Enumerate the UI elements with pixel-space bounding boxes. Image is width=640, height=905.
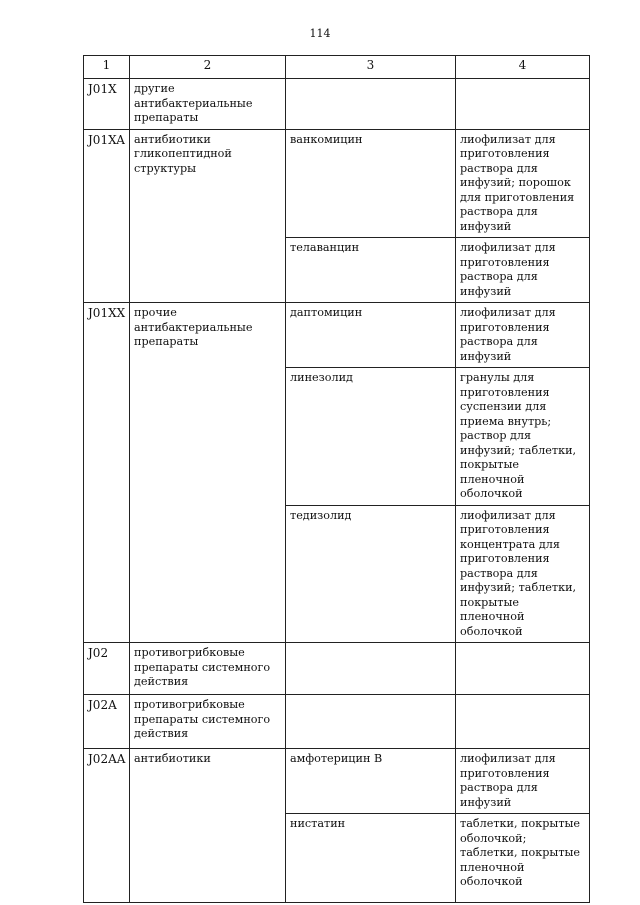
drug-name: ванкомицин — [286, 129, 456, 238]
table-row — [84, 695, 590, 749]
drug-name: телаванцин — [286, 238, 456, 303]
page-number: 114 — [309, 27, 331, 40]
column-header-2: 2 — [130, 56, 286, 79]
atc-code: J01XX — [84, 303, 130, 643]
drug-name: амфотерицин B — [286, 749, 456, 814]
column-header-3: 3 — [286, 56, 456, 79]
atc-code: J01XA — [84, 129, 130, 303]
drug-name — [286, 79, 456, 130]
atc-group: противогрибковые препараты системного действия — [130, 695, 286, 749]
drug-name: даптомицин — [286, 303, 456, 368]
table-row — [84, 129, 590, 238]
dosage-forms: лиофилизат для приготовления концентрата для приготовления раствора для инфузий; таблетки, покрытые пленочной оболочкой — [456, 505, 590, 643]
dosage-forms: лиофилизат для приготовления раствора для инфузий — [456, 749, 590, 814]
atc-code: J02AA — [84, 749, 130, 903]
drug-name — [286, 695, 456, 749]
dosage-forms: лиофилизат для приготовления раствора для инфузий — [456, 303, 590, 368]
drug-name: тедизолид — [286, 505, 456, 643]
atc-group: антибиотики гликопептидной структуры — [130, 129, 286, 303]
atc-code: J02A — [84, 695, 130, 749]
drug-name: линезолид — [286, 368, 456, 506]
dosage-forms: таблетки, покрытые оболочкой; таблетки, покрытые пленочной оболочкой — [456, 814, 590, 903]
header-row — [84, 56, 590, 79]
drug-table — [83, 55, 590, 903]
dosage-forms — [456, 79, 590, 130]
table-row — [84, 749, 590, 814]
dosage-forms: лиофилизат для приготовления раствора для инфузий; порошок для приготовления раствора для инфузий — [456, 129, 590, 238]
atc-group: другие антибактериальные препараты — [130, 79, 286, 130]
drug-name: нистатин — [286, 814, 456, 903]
table-row — [84, 303, 590, 368]
atc-group: антибиотики — [130, 749, 286, 903]
atc-group: противогрибковые препараты системного действия — [130, 643, 286, 695]
table-row — [84, 643, 590, 695]
column-header-4: 4 — [456, 56, 590, 79]
drug-name — [286, 643, 456, 695]
column-header-1: 1 — [84, 56, 130, 79]
dosage-forms: гранулы для приготовления суспензии для приема внутрь; раствор для инфузий; таблетки, покрытые пленочной оболочкой — [456, 368, 590, 506]
dosage-forms — [456, 643, 590, 695]
atc-code: J01X — [84, 79, 130, 130]
dosage-forms: лиофилизат для приготовления раствора для инфузий — [456, 238, 590, 303]
dosage-forms — [456, 695, 590, 749]
atc-code: J02 — [84, 643, 130, 695]
table-row — [84, 79, 590, 130]
atc-group: прочие антибактериальные препараты — [130, 303, 286, 643]
